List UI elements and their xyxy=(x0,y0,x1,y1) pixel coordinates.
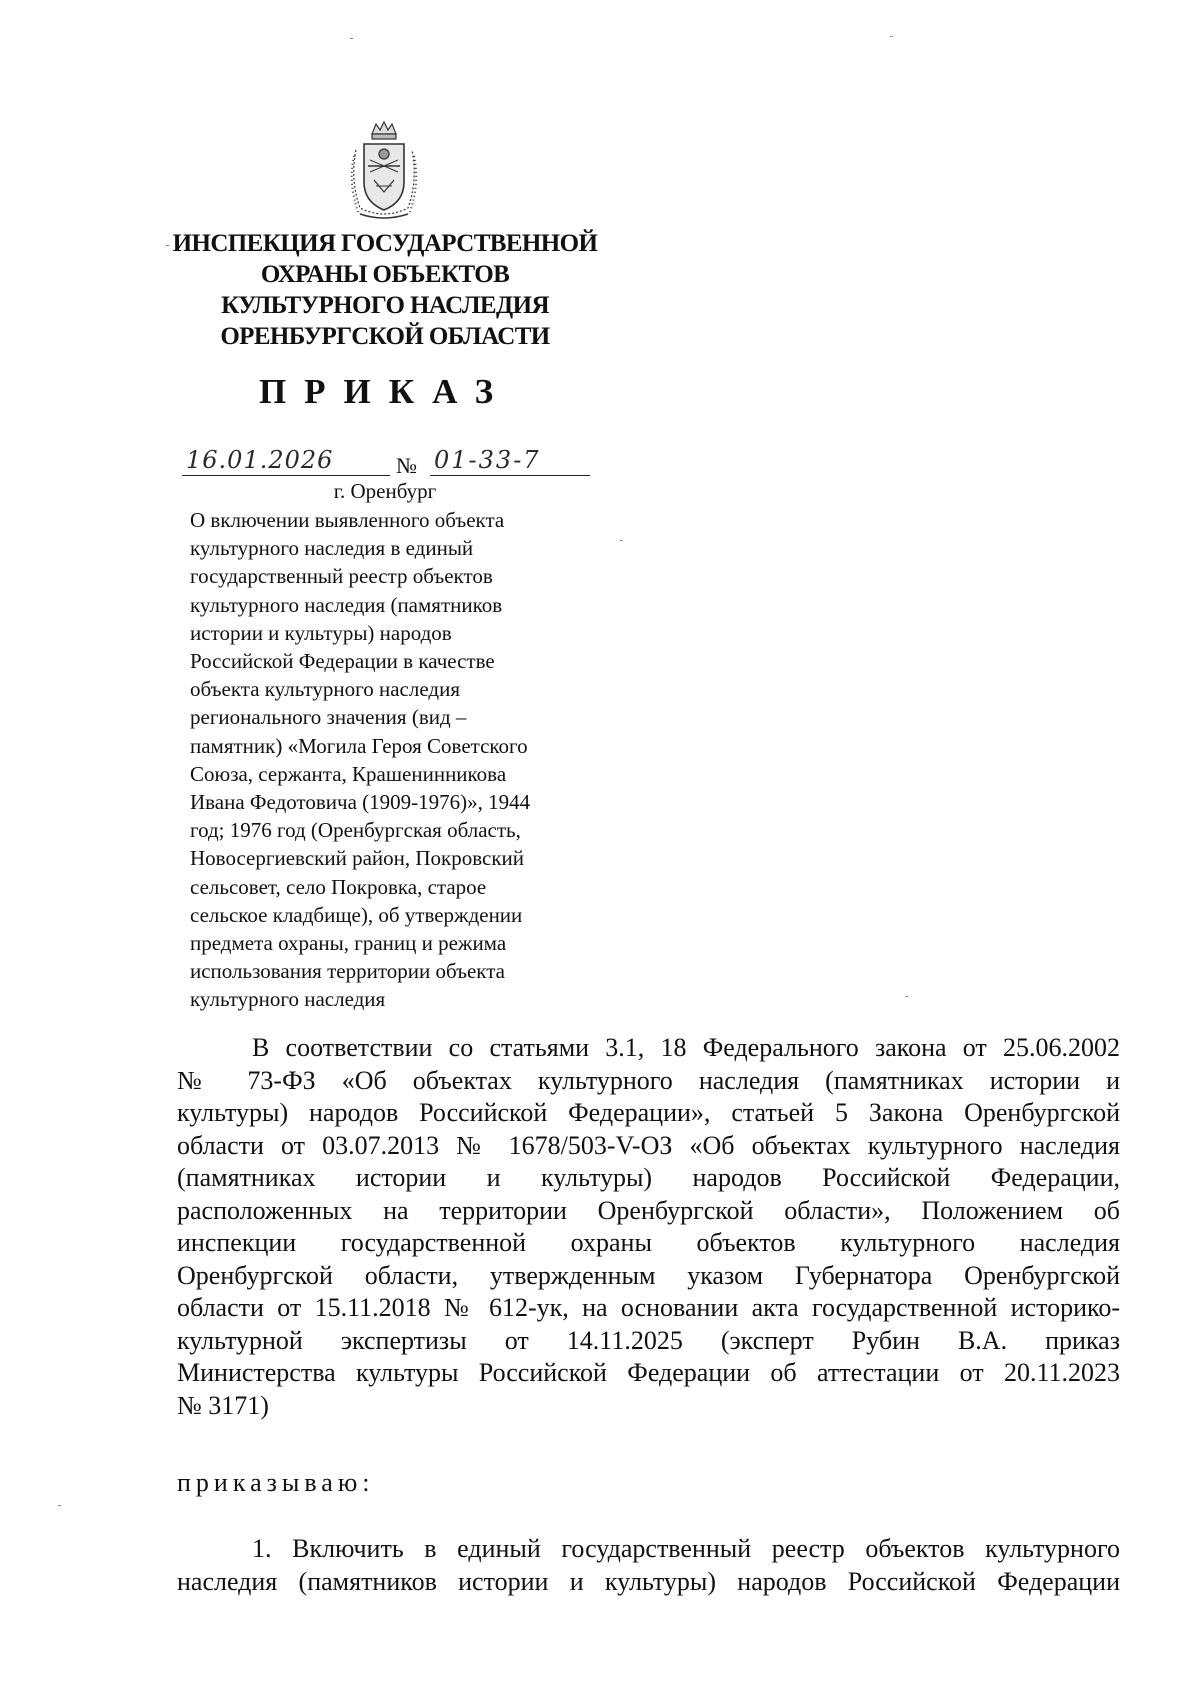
number-underline xyxy=(430,475,590,476)
org-line: ОХРАНЫ ОБЪЕКТОВ xyxy=(260,261,510,288)
body-line: культуры) народов Российской Федерации», статьей 5 Закона Оренбургской xyxy=(177,1098,1120,1127)
body-line: области от 03.07.2013 № 1678/503-V-ОЗ «Об объектах культурного наследия xyxy=(177,1130,1120,1160)
handwritten-number: 01-33-7 xyxy=(434,446,541,474)
subject-line: Новосергиевский район, Покровский xyxy=(190,846,525,871)
org-line: ИНСПЕКЦИЯ ГОСУДАРСТВЕННОЙ xyxy=(172,230,598,257)
scan-speck xyxy=(58,1505,61,1506)
subject-line: памятник) «Могила Героя Советского xyxy=(190,733,528,758)
subject-line: использования территории объекта xyxy=(190,959,505,984)
body-line: (памятниках истории и культуры) народов Российской Федерации, xyxy=(177,1163,1120,1192)
subject-line: предмета охраны, границ и режима xyxy=(190,931,507,956)
scan-speck xyxy=(350,38,353,39)
org-line: КУЛЬТУРНОГО НАСЛЕДИЯ xyxy=(221,292,549,319)
scan-speck xyxy=(166,245,169,246)
date-underline xyxy=(182,475,390,476)
subject-line: культурного наследия (памятников xyxy=(190,592,503,617)
subject-line: объекта культурного наследия xyxy=(190,677,460,702)
date-number-row xyxy=(182,446,602,480)
body-line: № 3171) xyxy=(177,1390,269,1420)
city-line: г. Оренбург xyxy=(333,479,437,503)
item-line: наследия (памятников истории и культуры) народов Российской Федерации xyxy=(177,1566,1120,1596)
scan-speck xyxy=(620,540,623,541)
body-line: культурной экспертизы от 14.11.2025 (эксперт Рубин В.А. приказ xyxy=(177,1325,1120,1355)
org-line: ОРЕНБУРГСКОЙ ОБЛАСТИ xyxy=(220,323,550,350)
body-line: расположенных на территории Оренбургской области», Положением об xyxy=(177,1195,1120,1225)
body-line: области от 15.11.2018 № 612-ук, на основании акта государственной историко- xyxy=(177,1293,1120,1322)
preamble-paragraph xyxy=(177,1032,1120,1422)
subject-block xyxy=(190,506,590,1014)
body-line: В соответствии со статьями 3.1, 18 Федерального закона от 25.06.2002 xyxy=(252,1033,1120,1062)
subject-line: сельсовет, село Покровка, старое xyxy=(190,874,487,899)
scan-speck xyxy=(905,996,908,997)
order-item-1 xyxy=(177,1533,1120,1598)
body-line: инспекции государственной охраны объектов культурного наследия xyxy=(177,1228,1120,1257)
subject-line: Союза, сержанта, Крашенинникова xyxy=(190,761,507,786)
subject-line: культурного наследия в единый xyxy=(190,536,474,561)
body-line: Министерства культуры Российской Федерации об аттестации от 20.11.2023 xyxy=(177,1358,1120,1387)
subject-line: Российской Федерации в качестве xyxy=(190,649,495,674)
coat-of-arms-emblem xyxy=(346,120,422,222)
subject-line: Ивана Федотовича (1909-1976)», 1944 xyxy=(190,790,531,815)
subject-line: регионального значения (вид – xyxy=(190,705,467,730)
body-line: № 73-ФЗ «Об объектах культурного наследия (памятниках истории и xyxy=(177,1065,1120,1095)
subject-line: год; 1976 год (Оренбургская область, xyxy=(190,818,521,843)
subject-line: государственный реестр объектов xyxy=(190,564,493,589)
item-line: 1. Включить в единый государственный реестр объектов культурного xyxy=(252,1534,1120,1563)
subject-line: О включении выявленного объекта xyxy=(190,508,505,532)
number-label: № xyxy=(396,453,417,478)
subject-line: сельское кладбище), об утверждении xyxy=(190,902,523,927)
subject-line: культурного наследия xyxy=(190,987,386,1012)
handwritten-date: 16.01.2026 xyxy=(186,446,334,474)
organization-name xyxy=(150,228,620,352)
subject-line: истории и культуры) народов xyxy=(190,620,452,645)
document-type-title: ПРИКАЗ xyxy=(258,372,512,411)
scan-speck xyxy=(890,36,893,37)
decree-word: приказываю: xyxy=(177,1468,375,1497)
body-line: Оренбургской области, утвержденным указом Губернатора Оренбургской xyxy=(177,1260,1120,1290)
